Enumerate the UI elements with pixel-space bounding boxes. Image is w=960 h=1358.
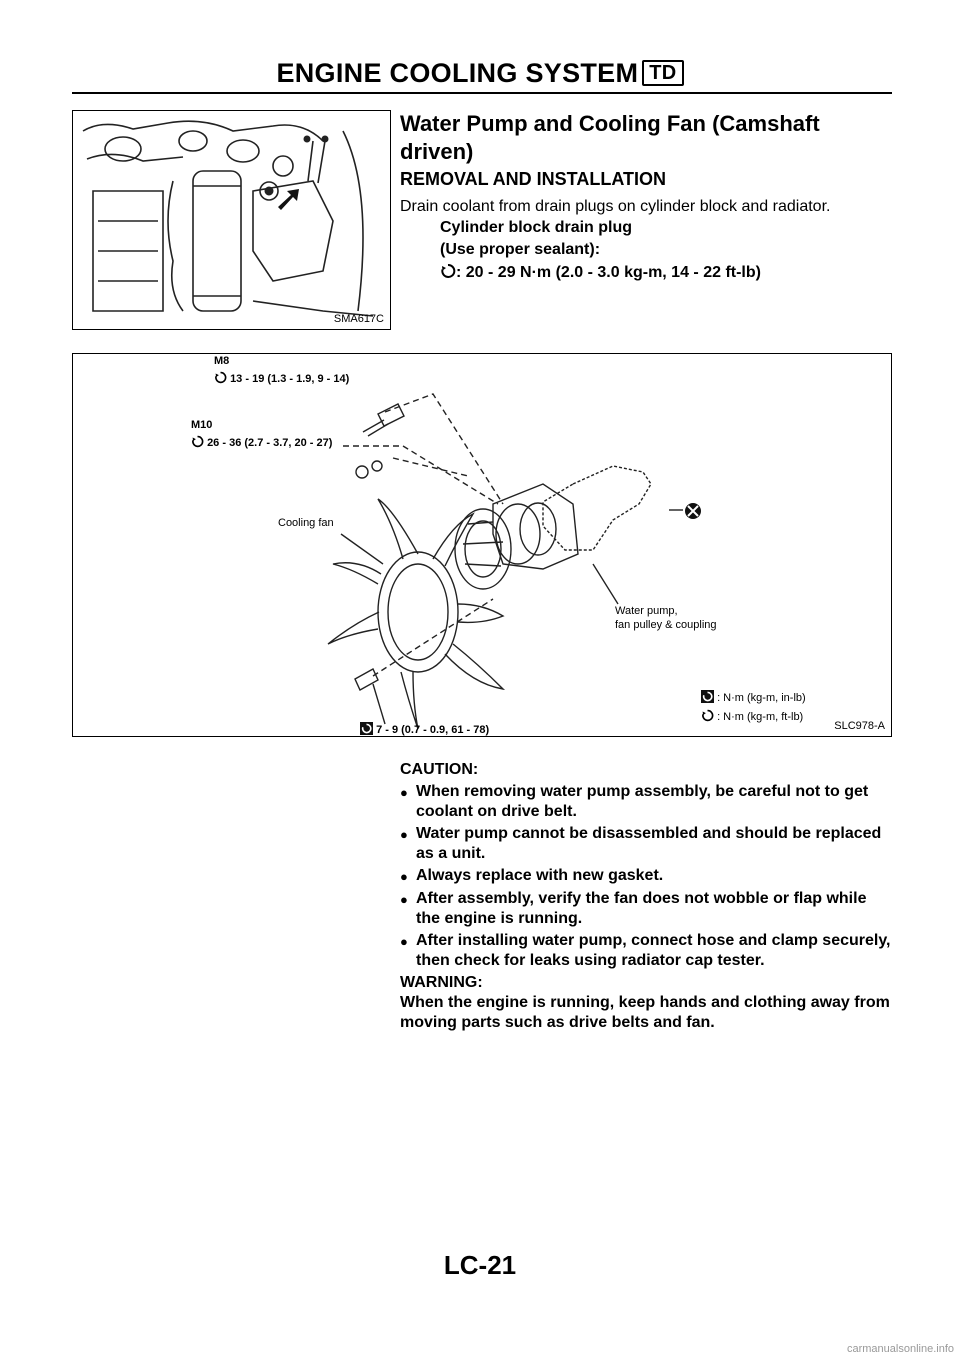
drain-plug-torque: : 20 - 29 N·m (2.0 - 3.0 kg-m, 14 - 22 ft-lb) — [440, 263, 761, 283]
torque-wrench-icon — [701, 709, 714, 722]
caution-block — [400, 760, 892, 1033]
section-title: Water Pump and Cooling Fan (Camshaft driven) — [400, 111, 820, 164]
gasket-replace-icon — [685, 503, 701, 519]
caution-item: ● When removing water pump assembly, be careful not to get coolant on drive belt. — [400, 783, 869, 820]
legend-inlb: : N·m (kg-m, in-lb) — [701, 690, 806, 704]
cooling-fan-label: Cooling fan — [278, 517, 334, 529]
drain-plug-note: (Use proper sealant): — [440, 241, 601, 258]
page-number: LC-21 — [443, 1250, 517, 1280]
m8-torque: 13 - 19 (1.3 - 1.9, 9 - 14) — [214, 371, 349, 385]
torque-wrench-inlb-icon — [360, 722, 373, 735]
bullet-icon: ● — [400, 869, 408, 884]
header-title: ENGINE COOLING SYSTEM — [276, 58, 639, 88]
caution-item: ● After assembly, verify the fan does not wobble or flap while the engine is running. — [400, 890, 867, 927]
bullet-icon: ● — [400, 785, 408, 800]
fan-bolt-torque: 7 - 9 (0.7 - 0.9, 61 - 78) — [360, 722, 489, 736]
drain-plug-name: Cylinder block drain plug — [440, 219, 633, 236]
header-rule — [72, 92, 892, 94]
warning-heading: WARNING: — [400, 974, 483, 991]
bullet-icon: ● — [400, 827, 408, 842]
water-pump-exploded-figure — [72, 353, 892, 737]
bullet-icon: ● — [400, 934, 408, 949]
m8-label: M8 — [214, 355, 230, 367]
figure-code: SMA617C — [333, 313, 384, 325]
engine-block-illustration — [73, 111, 390, 329]
legend-ftlb: : N·m (kg-m, ft-lb) — [701, 709, 803, 723]
caution-item: ● Always replace with new gasket. — [400, 866, 892, 887]
engine-type-badge: TD — [642, 60, 683, 86]
drain-plug-figure — [72, 110, 391, 330]
caution-item: ● Water pump cannot be disassembled and should be replaced as a unit. — [400, 825, 882, 862]
water-pump-label: Water pump, fan pulley & coupling — [615, 605, 717, 631]
m10-torque: 26 - 36 (2.7 - 3.7, 20 - 27) — [191, 435, 332, 449]
torque-wrench-icon — [440, 263, 456, 279]
caution-heading: CAUTION: — [400, 761, 479, 778]
figure-code: SLC978-A — [834, 720, 885, 732]
water-pump-illustration — [73, 354, 891, 736]
torque-wrench-icon — [214, 371, 227, 384]
arrow-icon — [278, 189, 299, 210]
bullet-icon: ● — [400, 892, 408, 907]
page-header — [0, 58, 960, 89]
subsection-title: REMOVAL AND INSTALLATION — [400, 169, 666, 189]
m10-label: M10 — [191, 419, 213, 431]
warning-text: When the engine is running, keep hands and clothing away from moving parts such as drive belts and fan. — [400, 994, 890, 1031]
drain-instruction: Drain coolant from drain plugs on cylinder block and radiator. — [400, 198, 831, 215]
caution-item: ● After installing water pump, connect hose and clamp securely, then check for leaks using radiator cap tester. — [400, 932, 891, 969]
torque-wrench-icon — [191, 435, 204, 448]
watermark: carmanualsonline.info — [846, 1343, 954, 1355]
torque-wrench-inlb-icon — [701, 690, 714, 703]
